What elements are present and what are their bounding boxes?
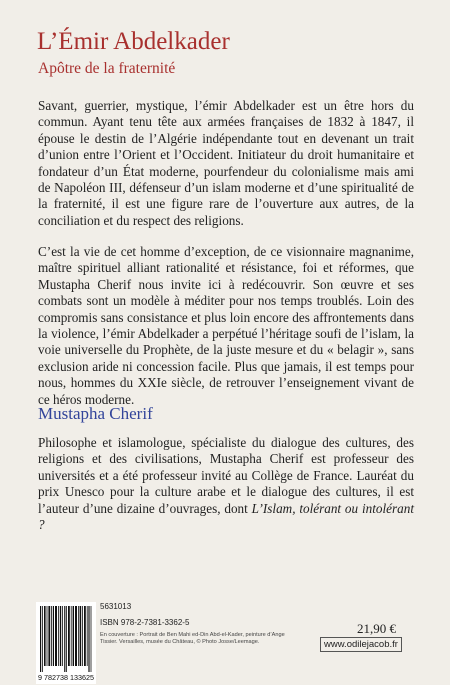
isbn: ISBN 978-2-7381-3362-5: [100, 618, 190, 627]
product-code: 5631013: [100, 602, 132, 611]
barcode-bars: [36, 602, 96, 684]
author-bio: [38, 435, 414, 533]
author-bio-book-title: L’Islam, tolérant ou intolérant ?: [38, 500, 414, 533]
price: 21,90 €: [357, 621, 396, 636]
author-bio-text: Philosophe et islamologue, spécialiste du dialogue des cultures, des religions et des civilisations, Mustapha Cherif est professeur des universités et a été professeur invité au Collège de France. Lauréat du prix Unesco pour la culture arabe et le dialogue des cultures, il est l’auteur d’une dizaine d’ouvrages, dont: [38, 435, 414, 516]
book-subtitle: Apôtre de la fraternité: [38, 60, 176, 77]
barcode-digits: 9 782738 133625: [38, 673, 94, 682]
publisher-website: www.odilejacob.fr: [320, 637, 402, 652]
author-name: Mustapha Cherif: [38, 404, 153, 423]
cover-credit: En couverture : Portrait de Ben Mahi ed-Din Abd-el-Kader, peinture d’Ange Tissier. Versailles, musée du Château, © Photo Josse/Leemage.: [100, 632, 285, 646]
book-title: L’Émir Abdelkader: [37, 28, 230, 55]
blurb-paragraph-2: C’est la vie de cet homme d’exception, de ce visionnaire magnanime, maître spirituel alliant rationalité et résistance, foi et réformes, que Mustapha Cherif nous invite ici à redécouvrir. Son œuvre et ses combats sont un modèle à méditer pour nos temps troublés. Loin des compromis sans consistance et plus loin encore des affrontements dans la violence, l’émir Abdelkader a perpétué l’héritage soufi de l’islam, la voie universelle du Prophète, de la juste mesure et du « belagir », sans exclusion aride ni concession facile. Plus que jamais, il est temps pour nous, hommes du XXIe siècle, de retrouver l’enseignement vivant de ce héros moderne.: [38, 244, 414, 407]
blurb-paragraph-1: Savant, guerrier, mystique, l’émir Abdelkader est un être hors du commun. Ayant tenu tête aux armées françaises de 1832 à 1847, il épouse le destin de l’Algérie indépendante tout en devenant un trait d’union entre l’Orient et l’Occident. Initiateur du droit humanitaire et fondateur d’un État moderne, pourfendeur du colonialisme mais ami de Napoléon III, défenseur d’un islam moderne et d’une spiritualité de la fraternité, il est une figure rare de l’ouverture aux autres, de la conciliation et du respect des religions.: [38, 98, 414, 228]
